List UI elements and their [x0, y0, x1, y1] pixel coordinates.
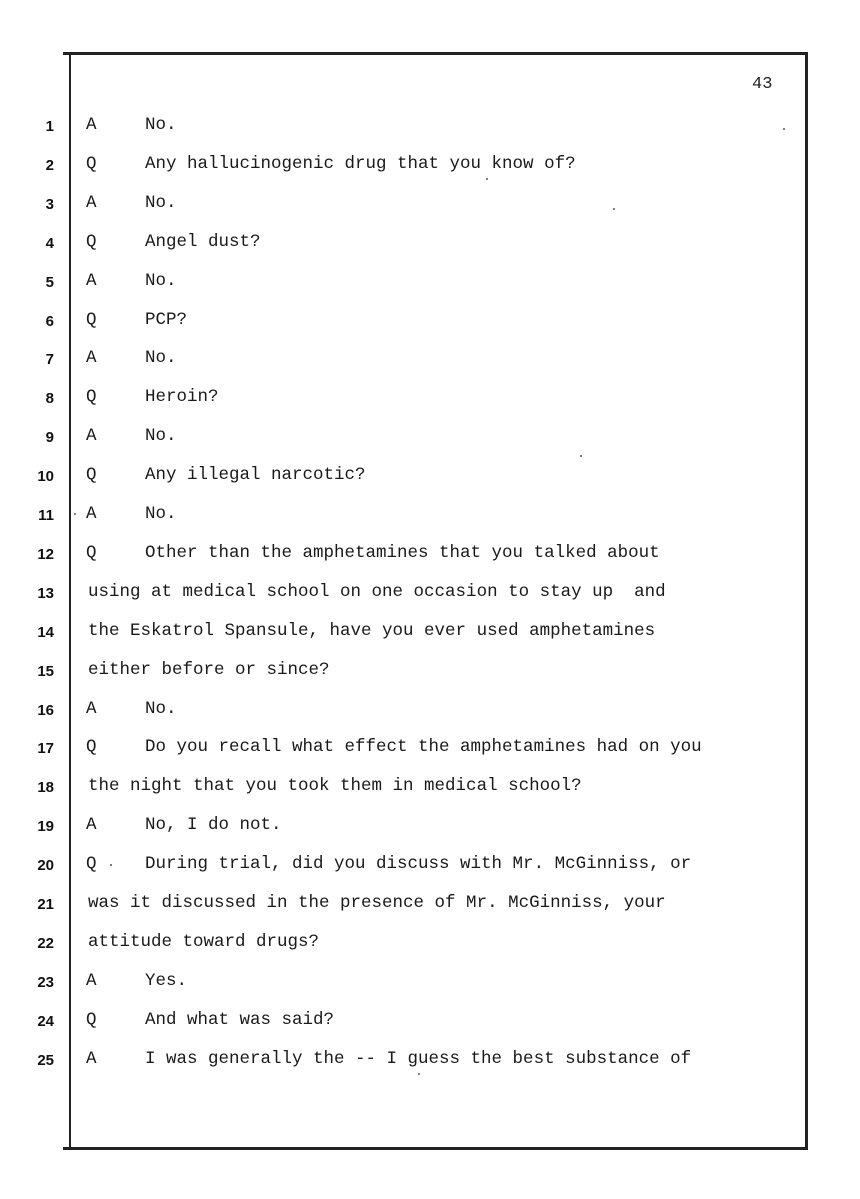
scan-speck	[783, 128, 785, 130]
transcript-line	[0, 968, 860, 998]
transcript-line	[0, 734, 860, 764]
line-number: 1	[45, 118, 54, 135]
transcript-line	[0, 773, 860, 803]
line-number: 5	[45, 273, 54, 291]
line-text: No.	[145, 698, 177, 719]
transcript-line	[0, 384, 860, 414]
line-text: Angel dust?	[145, 231, 261, 252]
transcript-line	[0, 618, 860, 648]
line-text: No, I do not.	[145, 815, 282, 836]
line-text: was it discussed in the presence of Mr. McGinniss, your	[88, 893, 666, 913]
speaker-label: Q	[86, 854, 97, 875]
speaker-label: A	[86, 1048, 97, 1069]
line-text: During trial, did you discuss with Mr. McGinniss, or	[145, 854, 692, 875]
line-text: No.	[145, 426, 177, 447]
transcript-line	[0, 345, 860, 375]
line-number: 16	[37, 701, 54, 719]
line-number: 2	[45, 156, 54, 174]
line-text: No.	[145, 115, 177, 135]
line-text: No.	[145, 348, 177, 369]
line-text: either before or since?	[88, 659, 330, 680]
line-text: the Eskatrol Spansule, have you ever used amphetamines	[88, 620, 656, 641]
speaker-label: Q	[86, 542, 97, 563]
transcript-line	[0, 929, 860, 959]
speaker-label: Q	[86, 1009, 97, 1030]
line-number: 25	[37, 1051, 54, 1069]
line-text: using at medical school on one occasion to stay up and	[88, 581, 666, 602]
speaker-label: Q	[86, 309, 97, 330]
transcript-line	[0, 462, 860, 492]
speaker-label: Q	[86, 387, 97, 408]
line-number: 4	[45, 234, 54, 252]
line-text: No.	[145, 270, 177, 291]
scan-speck	[110, 864, 112, 866]
speaker-label: A	[86, 504, 97, 524]
transcript-line	[0, 1007, 860, 1037]
line-number: 18	[37, 779, 54, 797]
line-number: 7	[45, 351, 54, 369]
speaker-label: A	[86, 426, 97, 447]
line-number: 8	[45, 390, 54, 408]
transcript-line	[0, 696, 860, 726]
page-number: 43	[752, 75, 773, 94]
line-number: 13	[37, 584, 54, 602]
scan-speck	[418, 1073, 420, 1075]
scan-speck	[74, 513, 76, 515]
line-number: 21	[37, 896, 54, 913]
line-number: 20	[37, 857, 54, 875]
line-number: 3	[45, 195, 54, 213]
transcript-line	[0, 229, 860, 259]
speaker-label: Q	[86, 465, 97, 486]
transcript-line	[0, 540, 860, 570]
transcript-line	[0, 1046, 860, 1076]
speaker-label: A	[86, 970, 97, 991]
line-number: 9	[45, 429, 54, 447]
scan-speck	[613, 208, 615, 210]
transcript-line	[0, 423, 860, 453]
line-number: 15	[37, 662, 54, 680]
transcript-line	[0, 268, 860, 298]
line-text: I was generally the -- I guess the best substance of	[145, 1048, 692, 1069]
speaker-label: Q	[86, 737, 97, 758]
line-text: Heroin?	[145, 387, 219, 408]
line-number: 22	[37, 934, 54, 952]
speaker-label: A	[86, 270, 97, 291]
line-number: 17	[37, 740, 54, 758]
transcript-line	[0, 190, 860, 220]
speaker-label: A	[86, 115, 97, 135]
line-number: 10	[37, 468, 54, 486]
transcript-line	[0, 851, 860, 881]
line-number: 24	[37, 1012, 54, 1030]
line-text: Other than the amphetamines that you talked about	[145, 542, 660, 563]
speaker-label: Q	[86, 153, 97, 174]
transcript-line	[0, 579, 860, 609]
line-text: Any illegal narcotic?	[145, 465, 366, 486]
line-number: 12	[37, 545, 54, 563]
speaker-label: A	[86, 815, 97, 836]
transcript-line	[0, 501, 860, 531]
line-number: 14	[37, 623, 54, 641]
line-text: attitude toward drugs?	[88, 931, 320, 952]
transcript-line	[0, 307, 860, 337]
speaker-label: A	[86, 348, 97, 369]
speaker-label: A	[86, 698, 97, 719]
scan-speck	[580, 455, 582, 457]
transcript-line	[0, 812, 860, 842]
transcript-line	[0, 112, 860, 142]
line-text: No.	[145, 504, 177, 524]
line-number: 11	[38, 507, 54, 524]
line-number: 6	[45, 312, 54, 330]
line-text: PCP?	[145, 309, 188, 330]
line-text: Do you recall what effect the amphetamines had on you	[145, 737, 702, 758]
line-text: the night that you took them in medical school?	[88, 776, 582, 797]
scan-speck	[486, 178, 488, 180]
line-text: And what was said?	[145, 1009, 335, 1030]
line-text: No.	[145, 192, 177, 213]
transcript-line	[0, 890, 860, 920]
line-text: Yes.	[145, 970, 188, 991]
speaker-label: A	[86, 192, 97, 213]
line-number: 23	[37, 973, 54, 991]
transcript-line	[0, 151, 860, 181]
transcript-line	[0, 657, 860, 687]
line-number: 19	[37, 818, 54, 836]
speaker-label: Q	[86, 231, 97, 252]
line-text: Any hallucinogenic drug that you know of?	[145, 153, 576, 174]
